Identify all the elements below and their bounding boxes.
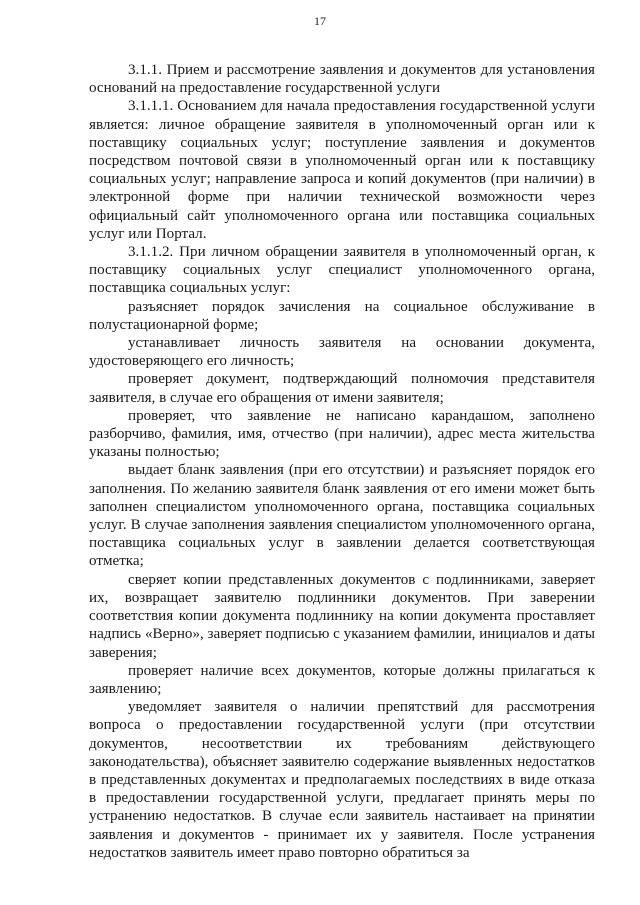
paragraph-3-1-1-2: 3.1.1.2. При личном обращении заявителя в уполномоченный орган, к поставщику социальных услуг специалист уполномоченного органа, поставщика социальных услуг: <box>89 244 595 297</box>
list-item-checks-documents: проверяет наличие всех документов, которые должны прилагаться к заявлению; <box>89 662 595 697</box>
paragraph-3-1-1-1: 3.1.1.1. Основанием для начала предоставления государственной услуги является: личное обращение заявителя в уполномоченный орган или к поставщику социальных услуг; поступление заявления и документов посредством почтовой связи в уполномоченный орган или к поставщику социальных услуг; направление запроса и копий документов (при наличии) в электронной форме при наличии технической возможности через официальный сайт уполномоченного органа или поставщика социальных услуг или Портал. <box>89 98 595 242</box>
paragraph-3-1-1: 3.1.1. Прием и рассмотрение заявления и документов для установления оснований на предоставление государственной услуги <box>89 62 595 97</box>
list-item-issues-form: выдает бланк заявления (при его отсутствии) и разъясняет порядок его заполнения. По желанию заявителя бланк заявления от его имени может быть заполнен специалистом уполномоченного органа, поставщика социальных услуг. В случае заполнения заявления специалистом уполномоченного органа, поставщика социальных услуг в заявлении делается соответствующая отметка; <box>89 462 595 570</box>
list-item-establishes-identity: устанавливает личность заявителя на основании документа, удостоверяющего его личность; <box>89 335 595 370</box>
page-number: 17 <box>314 14 326 28</box>
list-item-checks-authority: проверяет документ, подтверждающий полномочия представителя заявителя, в случае его обращения от имени заявителя; <box>89 371 595 406</box>
list-item-verifies-copies: сверяет копии представленных документов с подлинниками, заверяет их, возвращает заявителю подлинники документов. При заверении соответствия копии документа подлиннику на копии документа проставляет надпись «Верно», заверяет подписью с указанием фамилии, инициалов и даты заверения; <box>89 571 595 661</box>
list-item-notifies-applicant: уведомляет заявителя о наличии препятствий для рассмотрения вопроса о предоставлении государственной услуги (при отсутствии документов, несоответствии их требованиям действующего законодательства), объясняет заявителю содержание выявленных недостатков в представленных документах и предполагаемых последствиях в виде отказа в предоставлении государственной услуги, предлагает принять меры по устранению недостатков. В случае если заявитель настаивает на принятии заявления и документов - принимает их у заявителя. После устранения недостатков заявитель имеет право повторно обратиться за <box>89 699 595 861</box>
list-item-explains-order: разъясняет порядок зачисления на социальное обслуживание в полустационарной форме; <box>89 298 595 333</box>
list-item-checks-application: проверяет, что заявление не написано карандашом, заполнено разборчиво, фамилия, имя, отчество (при наличии), адрес места жительства указаны полностью; <box>89 407 595 461</box>
document-body <box>89 61 595 862</box>
